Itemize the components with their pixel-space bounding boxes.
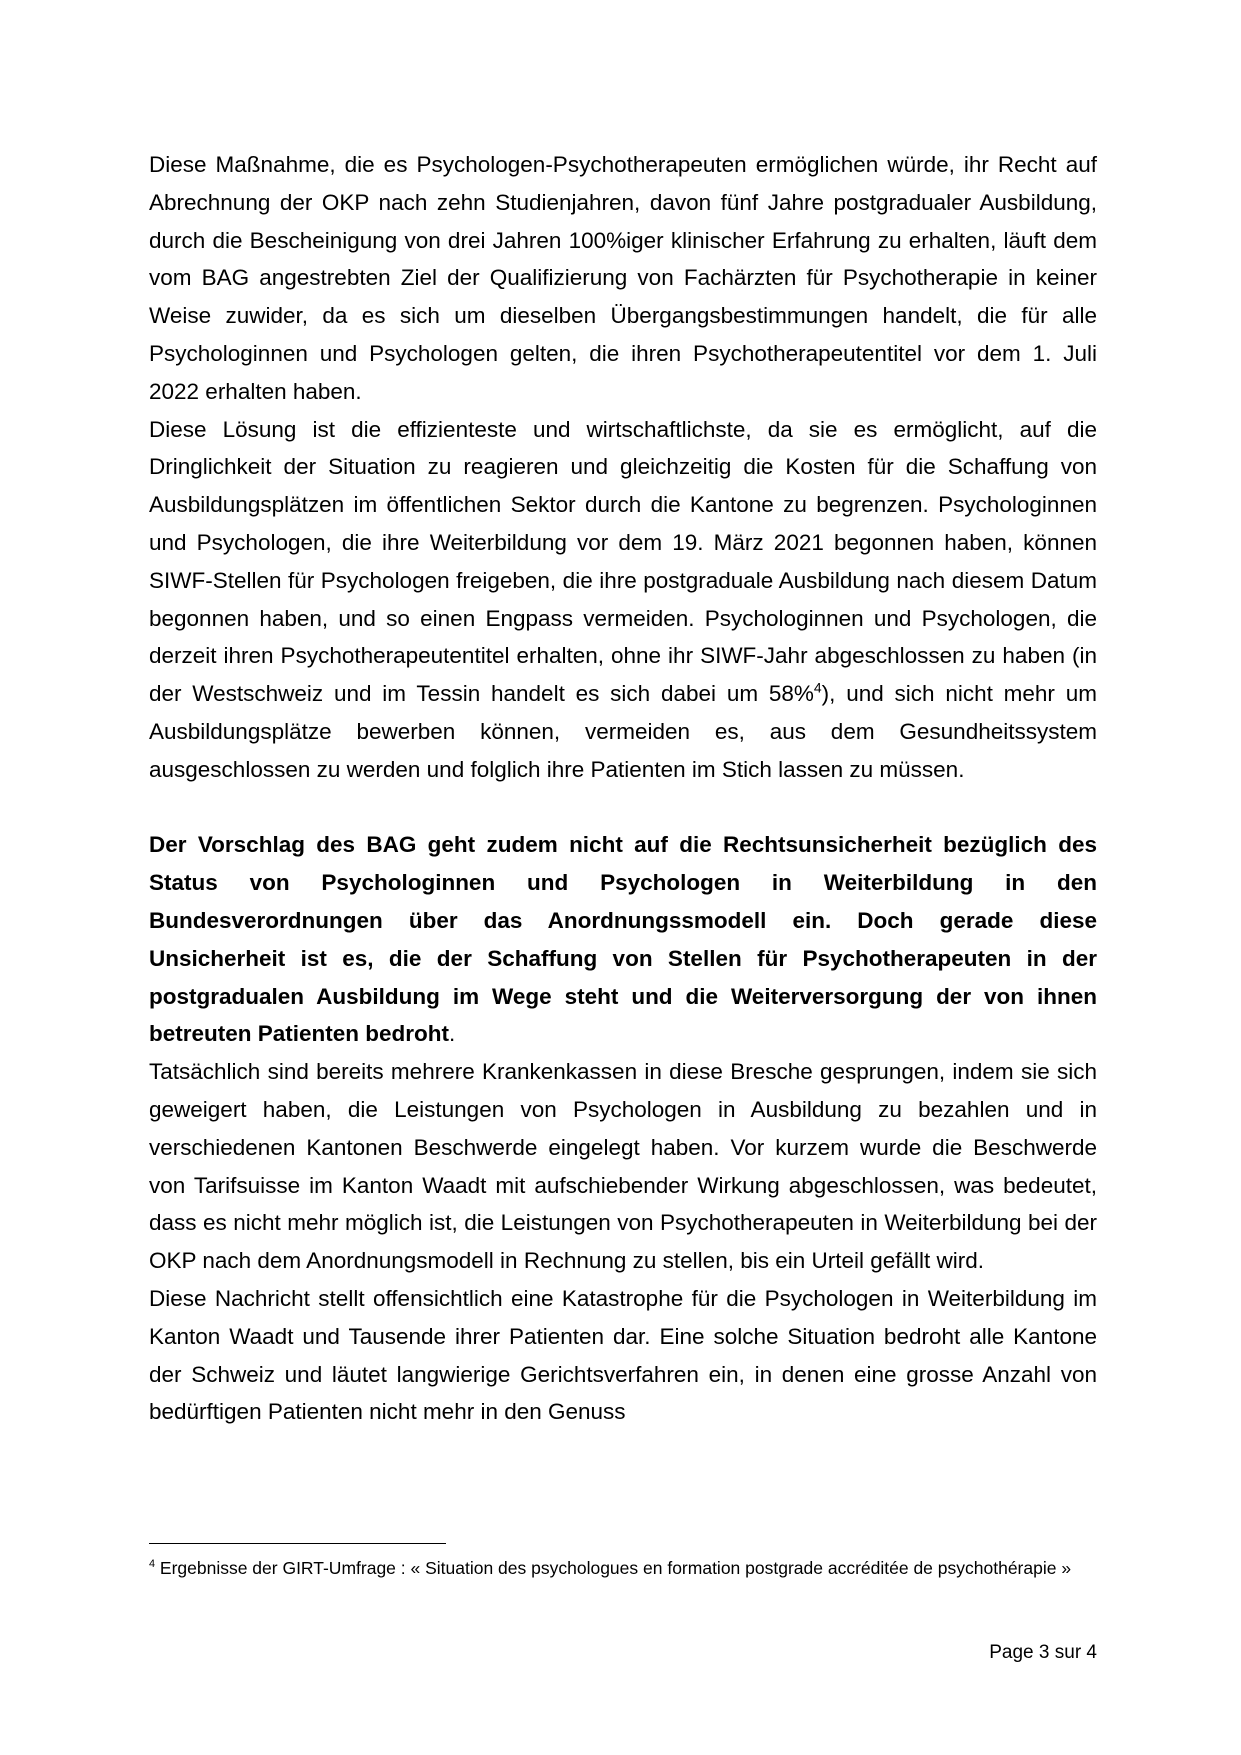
- page-number: Page 3 sur 4: [989, 1642, 1097, 1663]
- paragraph-massnahme: Diese Maßnahme, die es Psychologen-Psychotherapeuten ermöglichen würde, ihr Recht auf Abrechnung der OKP nach zehn Studienjahren, davon fünf Jahre postgradualer Ausbildung, durch die Bescheinigung von drei Jahren 100%iger klinischer Erfahrung zu erhalten, läuft dem vom BAG angestrebten Ziel der Qualifizierung von Fachärzten für Psychotherapie in keiner Weise zuwider, da es sich um dieselben Übergangsbestimmungen handelt, die für alle Psychologinnen und Psychologen gelten, die ihren Psychotherapeutentitel vor dem 1. Juli 2022 erhalten haben.: [149, 152, 1097, 404]
- paragraph-loesung-text: Diese Lösung ist die effizienteste und wirtschaftlichste, da sie es ermöglicht, auf die Dringlichkeit der Situation zu reagieren und gleichzeitig die Kosten für die Schaffung von Ausbildungsplätzen im öffentlichen Sektor durch die Kantone zu begrenzen. Psychologinnen und Psychologen, die ihre Weiterbildung vor dem 19. März 2021 begonnen haben, können SIWF-Stellen für Psychologen freigeben, die ihre postgraduale Ausbildung nach diesem Datum begonnen haben, und so einen Engpass vermeiden. Psychologinnen und Psychologen, die derzeit ihren Psychotherapeutentitel erhalten, ohne ihr SIWF-Jahr abgeschlossen zu haben (in der Westschweiz und im Tessin handelt es sich dabei um 58%: [149, 416, 1097, 707]
- paragraph-nachricht: Diese Nachricht stellt offensichtlich eine Katastrophe für die Psychologen in Weiterbildung im Kanton Waadt und Tausende ihrer Patienten dar. Eine solche Situation bedroht alle Kantone der Schweiz und läutet langwierige Gerichtsverfahren ein, in denen eine grosse Anzahl von bedürftigen Patienten nicht mehr in den Genuss: [149, 1285, 1097, 1425]
- paragraph-krankenkassen: Tatsächlich sind bereits mehrere Krankenkassen in diese Bresche gesprungen, indem sie sich geweigert haben, die Leistungen von Psychologen in Ausbildung zu bezahlen und in verschiedenen Kantonen Beschwerde eingelegt haben. Vor kurzem wurde die Beschwerde von Tarifsuisse im Kanton Waadt mit aufschiebender Wirkung abgeschlossen, was bedeutet, dass es nicht mehr möglich ist, die Leistungen von Psychotherapeuten in Weiterbildung bei der OKP nach dem Anordnungsmodell in Rechnung zu stellen, bis ein Urteil gefällt wird.: [149, 1059, 1097, 1274]
- footnote-separator: [149, 1543, 446, 1544]
- footnote-reference: 4: [813, 679, 822, 696]
- paragraph-loesung-text-end: ), und sich nicht mehr um Ausbildungsplätze bewerben können, vermeiden es, aus dem Gesundheitssystem ausgeschlossen zu werden und folglich ihre Patienten im Stich lassen zu müssen.: [149, 681, 1097, 782]
- body-text: [149, 146, 1097, 1431]
- paragraph-vorschlag-bold-text: Der Vorschlag des BAG geht zudem nicht auf die Rechtsunsicherheit bezüglich des Status von Psychologinnen und Psychologen in Weiterbildung in den Bundesverordnungen über das Anordnungssmodell ein. Doch gerade diese Unsicherheit ist es, die der Schaffung von Stellen für Psychotherapeuten in der postgradualen Ausbildung im Wege steht und die Weiterversorgung der von ihnen betreuten Patienten bedroht: [149, 832, 1097, 1047]
- paragraph-loesung: [149, 411, 1097, 789]
- footnote: [149, 1555, 1097, 1581]
- paragraph-vorschlag-period: .: [449, 1021, 456, 1047]
- footnote-text: Ergebnisse der GIRT-Umfrage : « Situation des psychologues en formation postgrade accréditée de psychothérapie »: [155, 1558, 1072, 1578]
- footnote-number: 4: [149, 1558, 156, 1571]
- paragraph-vorschlag: [149, 826, 1097, 1053]
